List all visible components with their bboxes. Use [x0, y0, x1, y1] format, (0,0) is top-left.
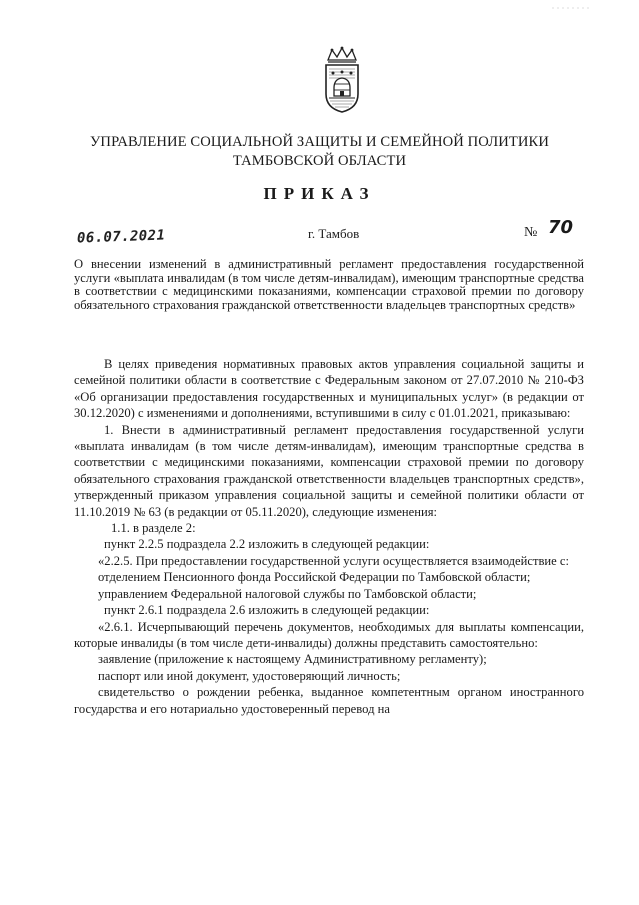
order-subject: [74, 258, 584, 312]
body-paragraph: 1. Внести в административный регламент предоставления государственной услуги «выплата инвалидам (в том числе детям-инвалидам), имеющим транспортные средства в соответствии с медицинскими показаниями, компенсации страховой премии по договору обязательного страхования гражданской ответственности владельцев транспортных средств», утвержденный приказом управления социальной защиты и семейной политики области от 11.10.2019 № 63 (в редакции от 05.11.2020), следующие изменения:: [74, 422, 584, 519]
city-label: г. Тамбов: [308, 226, 360, 241]
order-body: [74, 356, 584, 717]
body-paragraph: пункт 2.6.1 подраздела 2.6 изложить в следующей редакции:: [104, 603, 430, 618]
body-paragraph: В целях приведения нормативных правовых актов управления социальной защиты и семейной политики области в соответствие с Федеральным законом от 27.07.2010 № 210-ФЗ «Об организации предоставления государственных и муниципальных услуг» (в редакции от 30.12.2020) с изменениями и дополнениями, вступившими в силу с 01.01.2021, приказываю:: [74, 357, 584, 421]
body-paragraph: «2.2.5. При предоставлении государственной услуги осуществляется взаимодействие с:: [98, 553, 569, 568]
body-paragraph: свидетельство о рождении ребенка, выданное компетентным органом иностранного государства и его нотариально удостоверенный перевод на: [74, 685, 584, 716]
organization-name: [60, 133, 579, 171]
document-type-title: ПРИКАЗ: [263, 184, 376, 203]
body-paragraph: 1.1. в разделе 2:: [111, 521, 196, 536]
body-paragraph: паспорт или иной документ, удостоверяющий личность;: [98, 668, 401, 683]
org-line-2: ТАМБОВСКОЙ ОБЛАСТИ: [232, 153, 407, 169]
subject-text: О внесении изменений в административный регламент предоставления государственной услуги «выплата инвалидам (в том числе детям-инвалидам), имеющим транспортные средства в соответствии с медицинскими показаниями, компенсации страховой премии по договору обязательного страхования гражданской ответственности владельцев транспортных средств»: [74, 257, 584, 312]
body-paragraph: отделением Пенсионного фонда Российской Федерации по Тамбовской области;: [98, 570, 531, 585]
body-paragraph: пункт 2.2.5 подраздела 2.2 изложить в следующей редакции:: [104, 537, 430, 552]
scan-artifact: [552, 6, 592, 10]
org-line-1: УПРАВЛЕНИЕ СОЦИАЛЬНОЙ ЗАЩИТЫ И СЕМЕЙНОЙ ПОЛИТИКИ: [90, 134, 549, 150]
body-paragraph: «2.6.1. Исчерпывающий перечень документов, необходимых для выплаты компенсации, которые инвалиды (в том числе дети-инвалиды) должны представить самостоятельно:: [74, 619, 584, 650]
body-paragraph: управлением Федеральной налоговой службы по Тамбовской области;: [98, 586, 477, 601]
body-paragraph: заявление (приложение к настоящему Административному регламенту);: [98, 652, 487, 667]
handwritten-date: 06.07.2021: [76, 227, 166, 247]
handwritten-number: 70: [548, 217, 574, 238]
number-label: №: [524, 225, 538, 240]
tambov-coat-of-arms-icon: [318, 46, 366, 114]
